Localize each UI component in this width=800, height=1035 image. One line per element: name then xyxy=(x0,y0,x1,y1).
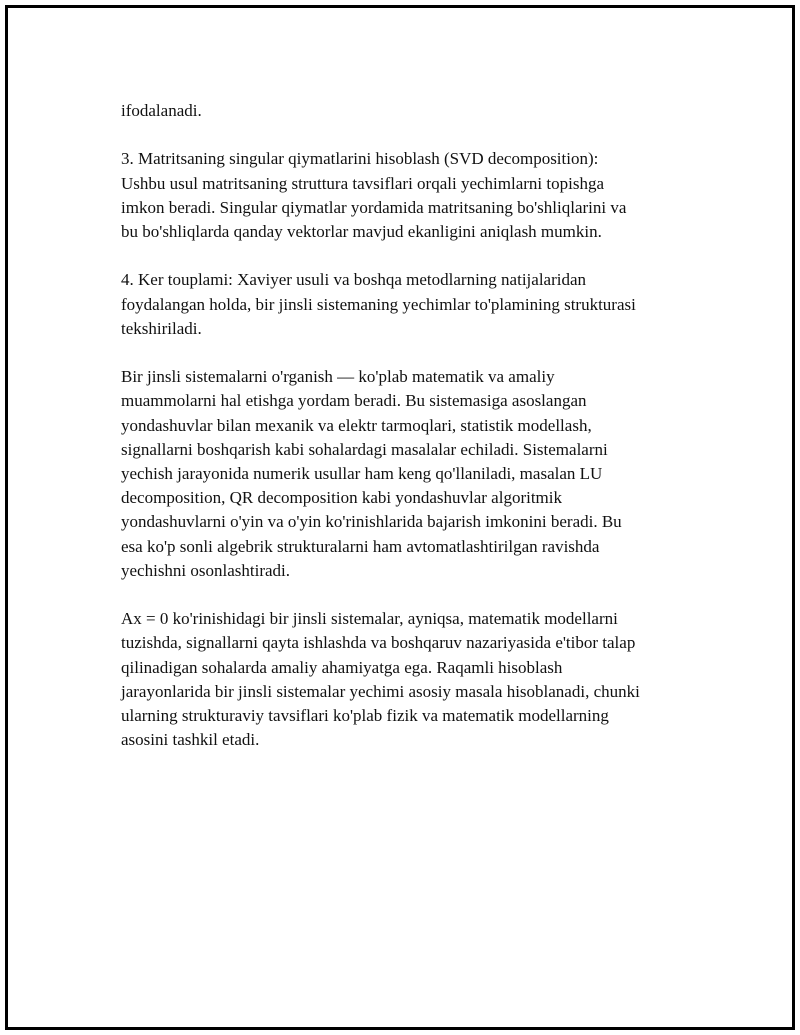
page-body xyxy=(121,99,696,752)
paragraph-ker-touplami: 4. Ker touplami: Xaviyer usuli va boshqa metodlarning natijalaridan foydalangan holda, bir jinsli sistemaning yechimlar to'plamining strukturasi tekshiriladi. xyxy=(121,270,636,338)
paragraph-homogeneous-systems: Bir jinsli sistemalarni o'rganish — ko'plab matematik va amaliy muammolarni hal etishga yordam beradi. Bu sistemasiga asoslangan yondashuvlar bilan mexanik va elektr tarmoqlari, statistik modellash, signallarni boshqarish kabi sohalardagi masalalar echiladi. Sistemalarni yechish jarayonida numerik usullar ham keng qo'llaniladi, masalan LU decomposition, QR decomposition kabi yondashuvlar algoritmik yondashuvlarni o'yin va o'yin ko'rinishlarida bajarish imkonini beradi. Bu esa ko'p sonli algebrik strukturalarni ham avtomatlashtirilgan ravishda yechishni osonlashtiradi. xyxy=(121,367,622,580)
paragraph-ax-equals-zero: Ax = 0 ko'rinishidagi bir jinsli sistemalar, ayniqsa, matematik modellarni tuzishda, signallarni qayta ishlashda va boshqaruv nazariyasida e'tibor talap qilinadigan sohalarda amaliy ahamiyatga ega. Raqamli hisoblash jarayonlarida bir jinsli sistemalar yechimi asosiy masala hisoblanadi, chunki ularning strukturaviy tavsiflari ko'plab fizik va matematik modellarning asosini tashkil etadi. xyxy=(121,609,640,750)
page-frame xyxy=(5,5,795,1030)
paragraph-continuation: ifodalanadi. xyxy=(121,101,202,120)
paragraph-svd-decomposition: 3. Matritsaning singular qiymatlarini hisoblash (SVD decomposition): Ushbu usul matritsaning struttura tavsiflari orqali yechimlarni topishga imkon beradi. Singular qiymatlar yordamida matritsaning bo'shliqlarini va bu bo'shliqlarda qanday vektorlar mavjud ekanligini aniqlash mumkin. xyxy=(121,149,627,241)
